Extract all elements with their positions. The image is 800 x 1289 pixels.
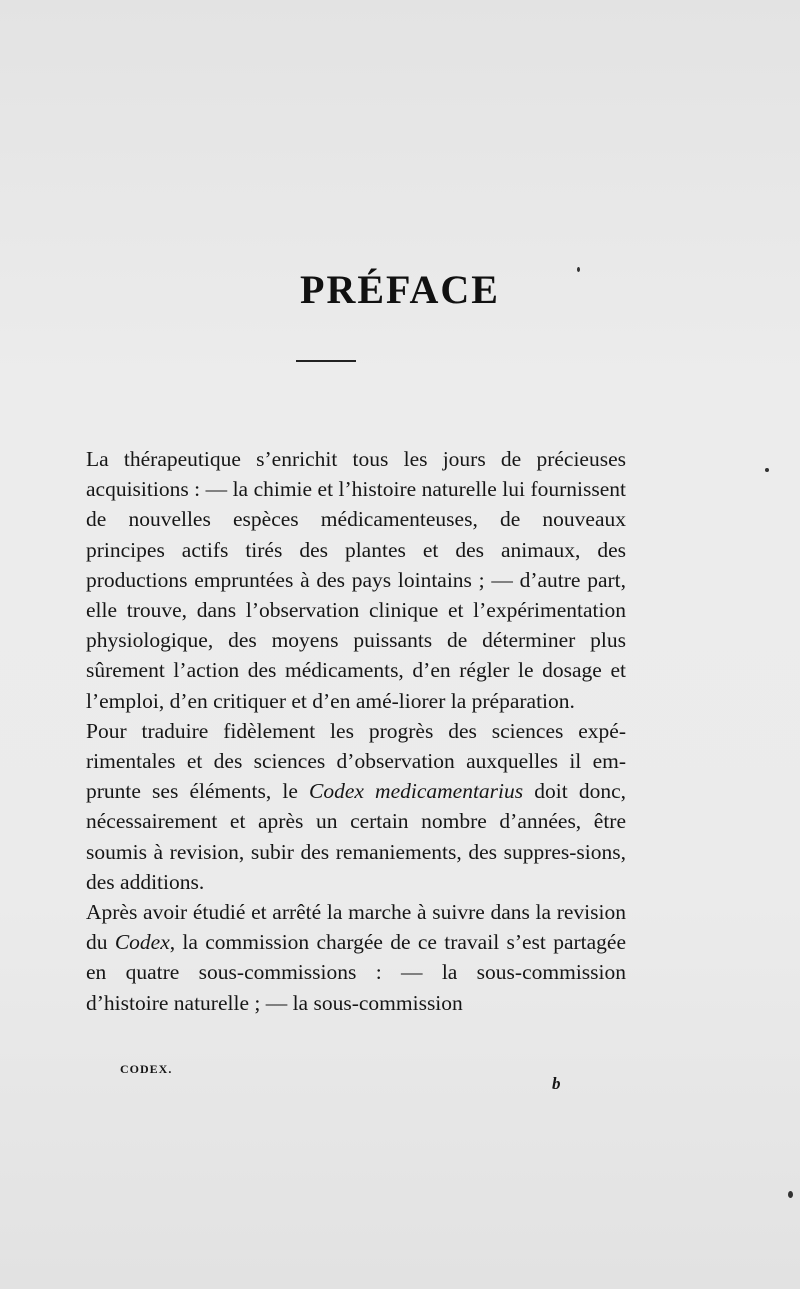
signature-mark: CODEX. [120, 1062, 173, 1076]
paragraph-2 [86, 716, 626, 897]
title-rule [296, 360, 356, 362]
speck [765, 468, 769, 472]
sheet-mark: b [552, 1074, 562, 1093]
paragraph-1-text: La thérapeutique s’enrichit tous les jours de précieuses acquisitions : — la chimie et l’histoire naturelle lui fournissent de nouvelles espèces médicamenteuses, de nouveaux principes actifs tirés des plantes et des animaux, des productions empruntées à des pays lointains ; — d’autre part, elle trouve, dans l’observation clinique et l’expérimentation physiologique, des moyens puissants de déterminer plus sûrement l’action des médicaments, d’en régler le dosage et l’emploi, d’en critiquer et d’en amé-liorer la préparation. [86, 447, 626, 713]
codex-title-italic: Codex medicamentarius [309, 779, 524, 804]
codex-italic: Codex [114, 930, 170, 955]
speck [788, 1191, 793, 1198]
paragraph-3-before: Après avoir étudié et arrêté la marche à suivre dans la revision du [86, 900, 626, 955]
paragraph-2-before: Pour traduire fidèlement les progrès des sciences expé-rimentales et des sciences d’observation auxquelles il em-prunte ses éléments, le [86, 718, 626, 804]
page-title: PRÉFACE [300, 267, 500, 312]
speck [577, 267, 580, 272]
body-text [86, 444, 626, 1018]
paragraph-1 [86, 444, 626, 716]
paragraph-2-after: doit donc, nécessairement et après un certain nombre d’années, être soumis à revision, subir des remaniements, des suppres-sions, des additions. [86, 779, 626, 894]
paragraph-3-after: , la commission chargée de ce travail s’est partagée en quatre sous-commissions : — la sous-commission d’histoire naturelle ; — la sous-commission [86, 930, 626, 1015]
paragraph-3 [86, 897, 626, 1018]
